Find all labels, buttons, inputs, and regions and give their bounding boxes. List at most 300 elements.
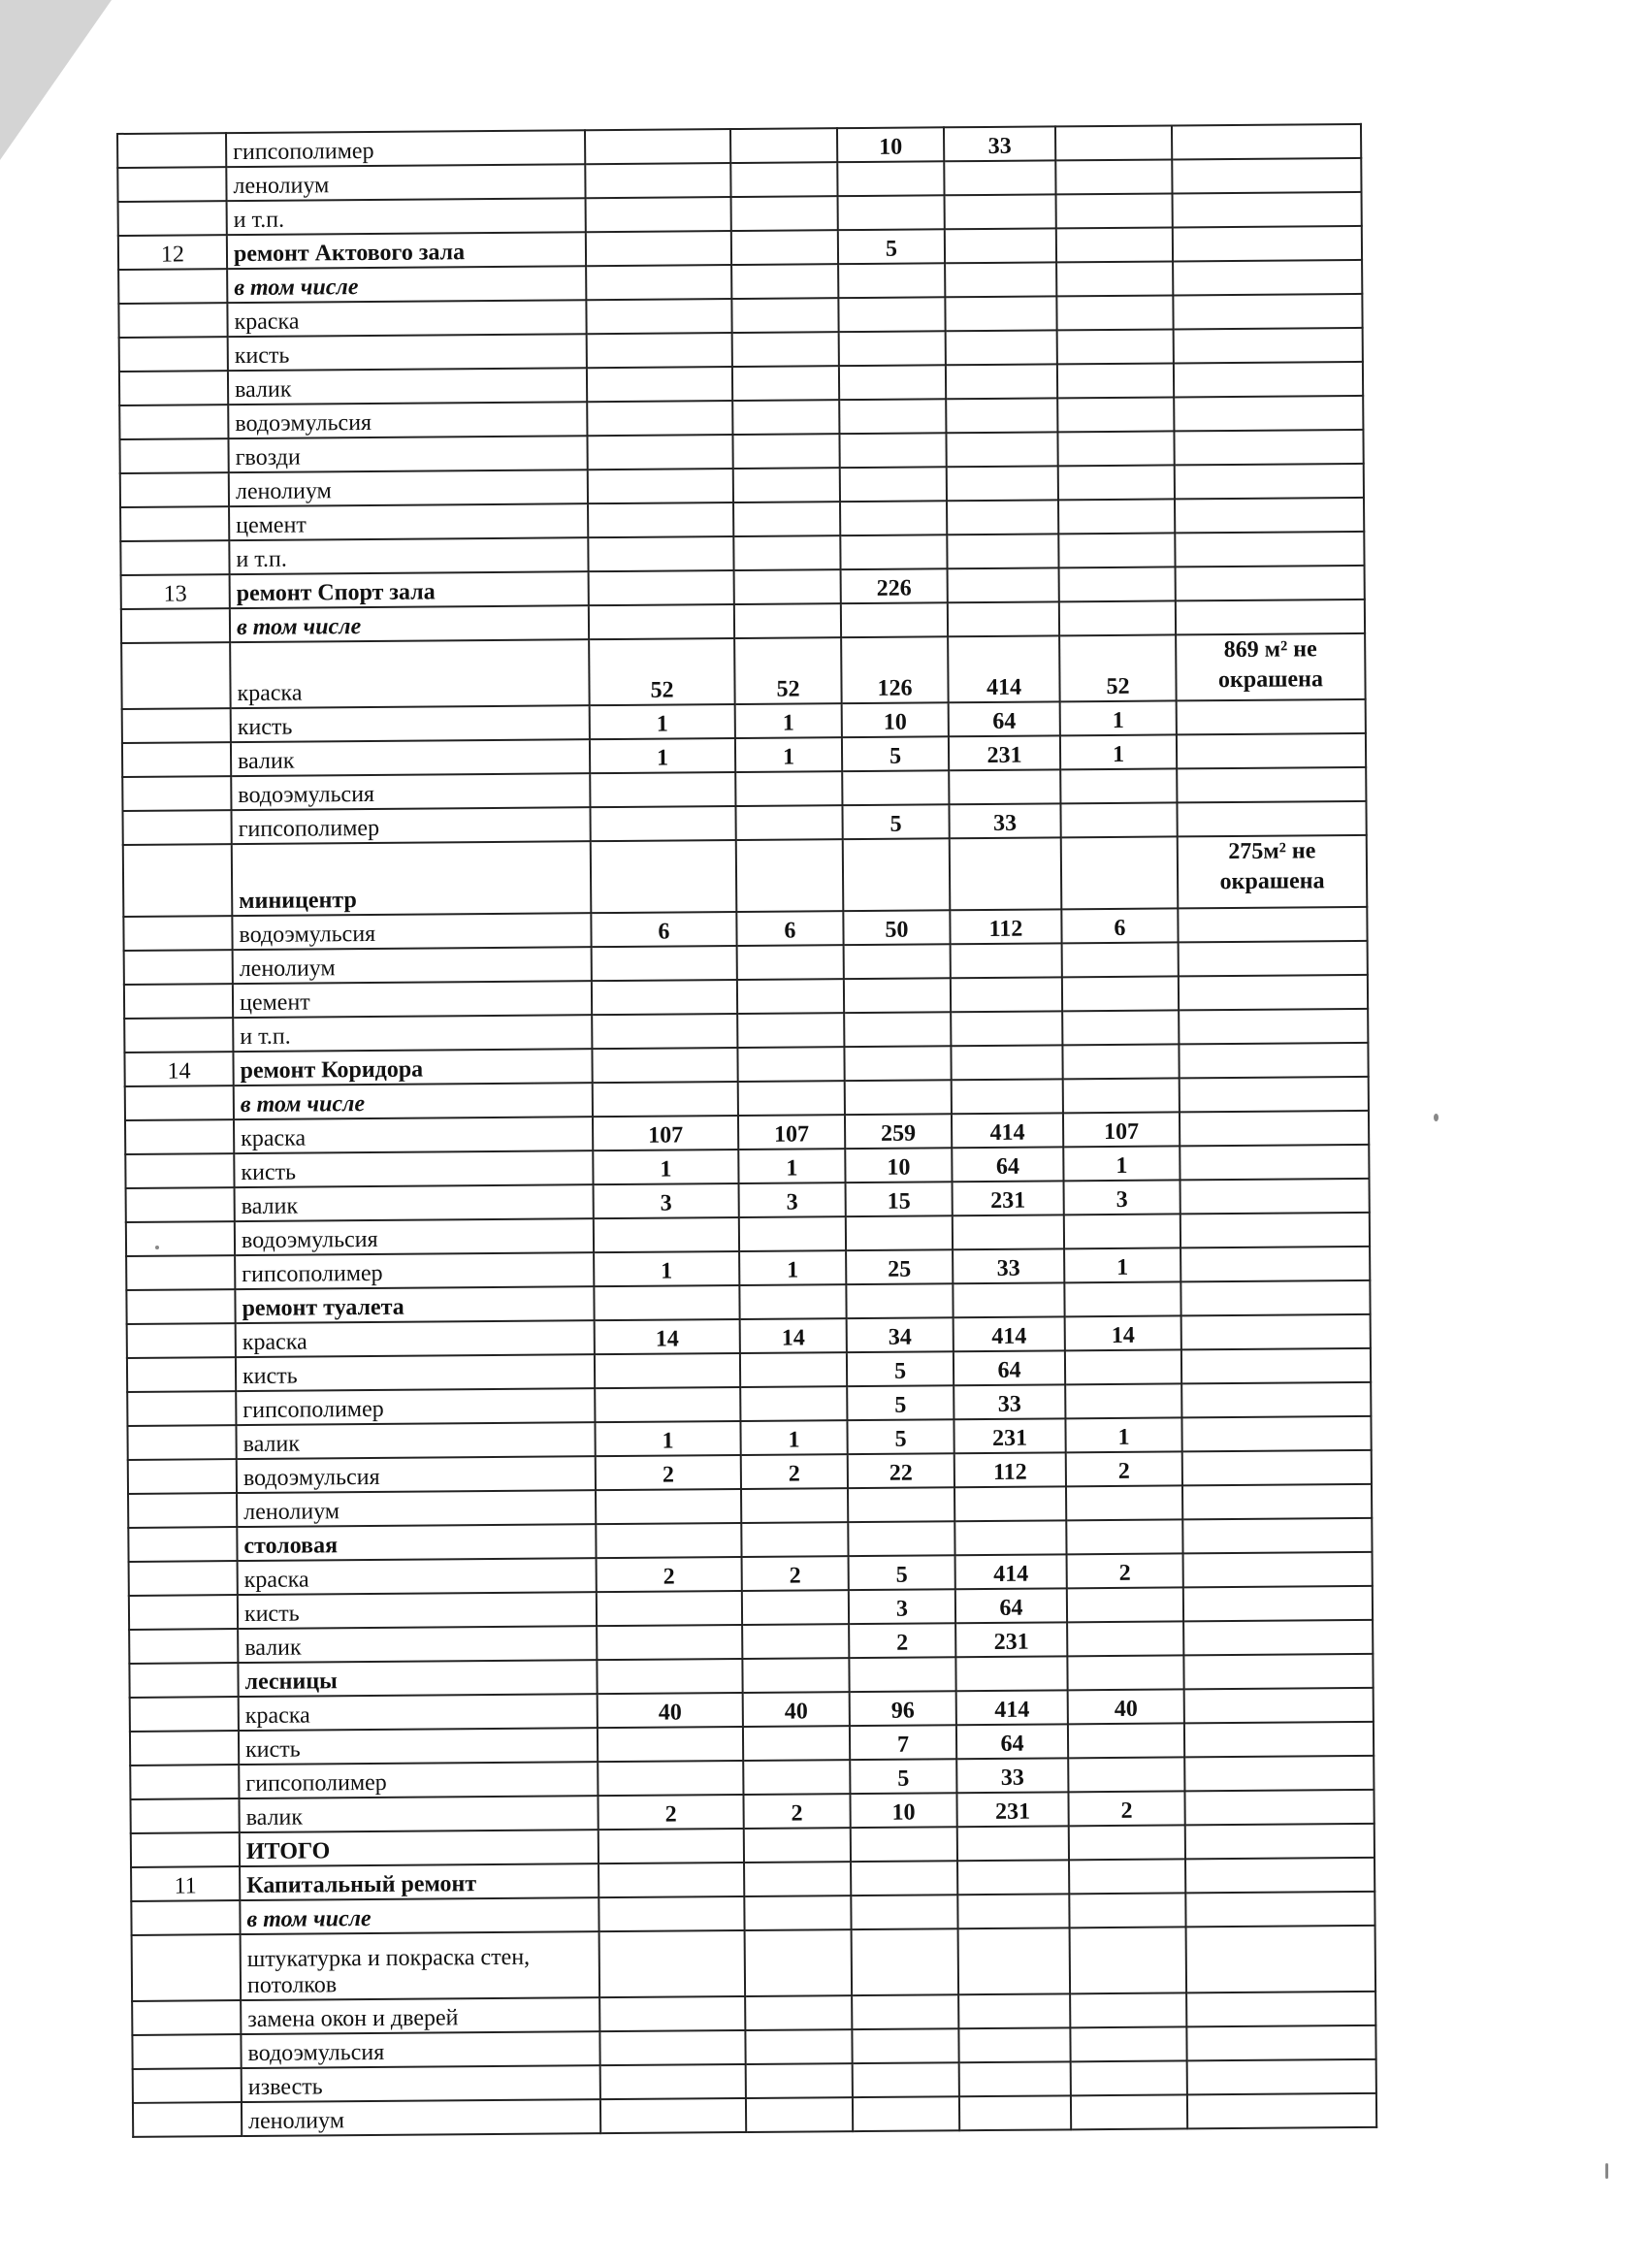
row-number (124, 950, 233, 985)
value-cell: 14 (1065, 1315, 1181, 1350)
value-cell (1067, 1655, 1183, 1690)
row-number (130, 1798, 239, 1833)
value-cell (598, 1863, 744, 1897)
note-cell (1175, 464, 1364, 500)
value-cell (1062, 976, 1179, 1011)
value-cell: 15 (846, 1182, 953, 1216)
row-number (117, 167, 226, 202)
value-cell (853, 2096, 959, 2131)
value-cell (955, 1656, 1067, 1691)
value-cell (839, 365, 946, 400)
value-cell (587, 401, 732, 436)
row-number (122, 742, 231, 777)
note-cell (1177, 699, 1366, 735)
value-cell: 231 (953, 1181, 1064, 1215)
value-cell: 107 (593, 1116, 738, 1150)
value-cell (848, 1521, 954, 1556)
item-name: замена окон и дверей (241, 1997, 599, 2034)
value-cell (600, 2098, 746, 2133)
row-number (127, 1391, 236, 1426)
row-number: 12 (118, 235, 227, 270)
value-cell (843, 838, 951, 911)
value-cell: 33 (949, 803, 1060, 838)
row-number (129, 1629, 238, 1664)
value-cell (1057, 363, 1174, 398)
value-cell (948, 567, 1059, 602)
value-cell: 34 (847, 1317, 954, 1352)
value-cell: 231 (956, 1792, 1068, 1827)
row-number (133, 2102, 242, 2137)
item-name: лесницы (238, 1660, 597, 1697)
row-number (123, 916, 232, 951)
value-cell (1056, 295, 1173, 330)
item-name: валик (235, 1184, 594, 1221)
row-number (126, 1255, 235, 1290)
item-name: в том числе (230, 605, 589, 642)
note-cell (1180, 1179, 1370, 1215)
value-cell (594, 1285, 739, 1320)
note-cell (1172, 158, 1361, 194)
value-cell (851, 1827, 957, 1862)
value-cell (599, 2030, 745, 2065)
table-row (132, 1926, 1375, 2001)
row-number (119, 438, 228, 473)
item-name: столовая (237, 1524, 596, 1561)
item-name: водоэмульсия (232, 913, 591, 950)
row-number (125, 1153, 234, 1188)
value-cell: 64 (949, 701, 1060, 736)
value-cell (1059, 600, 1176, 635)
value-cell (737, 979, 844, 1014)
value-cell: 5 (842, 736, 949, 771)
value-cell (734, 569, 841, 604)
item-name: штукатурка и покраска стен, потолков (241, 1931, 600, 2000)
value-cell: 64 (954, 1350, 1065, 1385)
value-cell (587, 435, 732, 470)
value-cell (594, 1217, 739, 1252)
value-cell (1057, 397, 1174, 432)
value-cell (732, 400, 839, 435)
value-cell (844, 978, 951, 1013)
value-cell (595, 1387, 740, 1422)
row-number (126, 1289, 235, 1324)
value-cell: 40 (1068, 1689, 1184, 1724)
value-cell: 52 (1059, 634, 1177, 701)
item-name: водоэмульсия (228, 402, 587, 438)
item-name: ленолиум (229, 470, 588, 506)
value-cell (1061, 836, 1179, 909)
value-cell (951, 977, 1062, 1012)
item-name: водоэмульсия (237, 1456, 596, 1493)
value-cell (1062, 1010, 1179, 1045)
row-number (129, 1561, 238, 1596)
item-name: краска (239, 1694, 598, 1731)
item-name: в том числе (234, 1083, 593, 1119)
value-cell (1056, 227, 1173, 262)
scan-speck (155, 1246, 159, 1249)
value-cell: 2 (596, 1455, 741, 1490)
value-cell (846, 1283, 953, 1318)
row-number (119, 405, 228, 439)
value-cell (1068, 1723, 1184, 1758)
value-cell: 1 (1064, 1247, 1180, 1282)
value-cell (732, 434, 839, 469)
value-cell (840, 535, 947, 569)
value-cell: 52 (734, 637, 842, 704)
item-name: цемент (229, 503, 588, 540)
item-name: гипсополимер (239, 1762, 598, 1798)
value-cell: 414 (956, 1690, 1068, 1725)
item-name: водоэмульсия (241, 2031, 599, 2068)
note-cell (1175, 532, 1364, 567)
value-cell (739, 1284, 846, 1319)
item-name: валик (238, 1626, 597, 1663)
note-cell (1177, 801, 1366, 837)
item-name: ремонт Актового зала (227, 232, 586, 269)
item-name: кисть (238, 1592, 597, 1629)
item-name: водоэмульсия (235, 1218, 594, 1255)
row-number (132, 2034, 241, 2069)
value-cell (1062, 1044, 1179, 1079)
value-cell (1070, 2026, 1186, 2061)
value-cell: 2 (1067, 1553, 1183, 1588)
value-cell (586, 299, 731, 334)
value-cell (945, 194, 1056, 229)
value-cell (586, 231, 731, 266)
value-cell (595, 1353, 740, 1388)
value-cell: 231 (949, 735, 1060, 770)
item-name: гипсополимер (226, 130, 585, 167)
value-cell: 10 (837, 127, 944, 162)
value-cell: 1 (1060, 700, 1177, 735)
value-cell: 2 (1068, 1791, 1184, 1826)
item-name: кисть (236, 1354, 595, 1391)
value-cell (743, 1726, 850, 1761)
note-cell (1184, 1722, 1374, 1758)
value-cell (1060, 768, 1177, 803)
note-cell (1174, 396, 1363, 432)
row-number (129, 1595, 238, 1630)
value-cell (951, 1045, 1062, 1080)
value-cell (599, 1930, 746, 1997)
value-cell: 2 (742, 1556, 849, 1591)
value-cell (849, 1657, 955, 1692)
item-name: Капитальный ремонт (240, 1863, 598, 1900)
value-cell (948, 601, 1059, 636)
value-cell (731, 230, 838, 265)
value-cell: 1 (735, 737, 842, 772)
item-name: и т.п. (227, 198, 586, 235)
note-cell (1187, 2093, 1376, 2129)
value-cell (592, 946, 737, 981)
value-cell (732, 366, 839, 401)
value-cell (1059, 567, 1176, 601)
value-cell (947, 534, 1058, 568)
note-cell (1183, 1586, 1373, 1622)
value-cell (731, 264, 838, 299)
item-name: ремонт Спорт зала (230, 571, 589, 608)
note-cell (1173, 192, 1362, 228)
value-cell (945, 228, 1056, 263)
value-cell (946, 398, 1057, 433)
item-name: краска (236, 1320, 595, 1357)
value-cell: 226 (841, 568, 948, 603)
value-cell: 7 (850, 1725, 956, 1760)
row-number: 14 (124, 1052, 233, 1086)
value-cell: 3 (849, 1589, 955, 1624)
value-cell (1066, 1485, 1182, 1520)
row-number (125, 1119, 234, 1154)
value-cell: 10 (850, 1793, 956, 1828)
value-cell (957, 1894, 1069, 1928)
row-number (131, 1832, 240, 1867)
note-cell (1174, 328, 1363, 364)
row-number (118, 269, 227, 304)
value-cell (733, 535, 840, 570)
value-cell (959, 2061, 1071, 2096)
value-cell (1069, 1859, 1185, 1894)
value-cell (1056, 261, 1173, 296)
row-number (124, 1018, 233, 1053)
item-name: ИТОГО (240, 1830, 598, 1866)
value-cell (593, 1082, 738, 1117)
row-number (120, 506, 229, 541)
value-cell (840, 467, 947, 502)
value-cell (733, 468, 840, 502)
value-cell: 1 (594, 1251, 739, 1286)
value-cell (588, 536, 733, 571)
value-cell (1058, 465, 1175, 500)
value-cell (950, 837, 1062, 910)
value-cell (1058, 533, 1175, 567)
item-name: ленолиум (226, 164, 585, 201)
value-cell (589, 604, 734, 639)
value-cell: 52 (589, 638, 735, 705)
value-cell: 107 (738, 1115, 845, 1150)
value-cell (852, 1994, 958, 2029)
value-cell (838, 297, 945, 332)
item-name: цемент (233, 981, 592, 1018)
value-cell (597, 1591, 742, 1626)
item-name: ленолиум (242, 2099, 600, 2136)
value-cell (1064, 1214, 1180, 1248)
value-cell (592, 1048, 737, 1083)
value-cell (585, 163, 730, 198)
item-name: кисть (234, 1150, 593, 1187)
value-cell: 10 (845, 1148, 952, 1183)
scan-speck (1605, 2163, 1608, 2179)
note-cell (1183, 1654, 1373, 1690)
note-cell (1185, 1892, 1374, 1928)
item-name: валик (228, 368, 587, 405)
value-cell (598, 1896, 744, 1931)
materials-table (116, 123, 1377, 2138)
value-cell (598, 1829, 744, 1863)
value-cell (840, 501, 947, 535)
value-cell (743, 1760, 850, 1795)
value-cell (841, 602, 948, 637)
row-number (130, 1697, 239, 1732)
item-name: кисть (239, 1728, 598, 1765)
value-cell (742, 1590, 849, 1625)
note-cell (1179, 1009, 1368, 1045)
scan-speck (1434, 1114, 1439, 1121)
item-name: миницентр (232, 841, 592, 916)
value-cell (598, 1727, 743, 1762)
note-cell: 869 м² не окрашена (1176, 633, 1366, 701)
row-number (118, 303, 227, 338)
value-cell (945, 296, 1056, 331)
row-number (127, 1425, 236, 1460)
value-cell (839, 399, 946, 434)
folded-page-corner (0, 0, 112, 160)
value-cell: 231 (955, 1622, 1067, 1657)
value-cell (737, 1013, 844, 1048)
value-cell (740, 1386, 847, 1421)
value-cell (744, 1862, 851, 1896)
row-number (125, 1085, 234, 1120)
value-cell (845, 1080, 952, 1115)
value-cell (730, 128, 837, 163)
value-cell (953, 1282, 1064, 1317)
note-cell (1175, 498, 1364, 534)
item-name: кисть (231, 705, 590, 742)
value-cell (1060, 802, 1177, 837)
row-number (132, 1934, 242, 2001)
value-cell: 64 (956, 1724, 1068, 1759)
item-name: валик (236, 1422, 595, 1459)
value-cell: 5 (847, 1385, 954, 1420)
value-cell: 3 (1064, 1180, 1180, 1215)
value-cell (598, 1761, 743, 1796)
value-cell: 2 (743, 1794, 850, 1829)
note-cell (1173, 226, 1362, 262)
value-cell: 1 (1060, 734, 1177, 769)
item-name: в том числе (227, 266, 586, 303)
value-cell (951, 943, 1062, 978)
note-cell (1178, 907, 1367, 943)
value-cell (837, 161, 944, 196)
table-body (117, 124, 1376, 2137)
value-cell (740, 1352, 847, 1387)
value-cell (946, 330, 1057, 365)
value-cell: 3 (739, 1183, 846, 1217)
row-number (122, 810, 231, 845)
value-cell (846, 1215, 953, 1250)
item-name: валик (239, 1796, 598, 1832)
value-cell (731, 298, 838, 333)
note-cell (1180, 1145, 1369, 1181)
value-cell (744, 1828, 851, 1863)
value-cell (745, 1929, 853, 1996)
row-number (132, 2000, 241, 2035)
value-cell (734, 603, 841, 638)
value-cell: 112 (954, 1452, 1066, 1487)
value-cell (733, 502, 840, 536)
value-cell (735, 805, 842, 840)
value-cell: 1 (740, 1420, 847, 1455)
value-cell: 50 (843, 910, 950, 945)
note-cell (1182, 1518, 1372, 1554)
value-cell (1071, 2060, 1187, 2095)
row-number (122, 708, 231, 743)
value-cell (746, 2063, 853, 2098)
row-number (120, 540, 229, 575)
value-cell (839, 433, 946, 468)
item-name: валик (231, 739, 590, 776)
value-cell: 414 (955, 1554, 1067, 1589)
value-cell (954, 1486, 1066, 1521)
value-cell (596, 1489, 741, 1524)
value-cell (944, 160, 1055, 195)
note-cell (1184, 1688, 1374, 1724)
note-cell (1186, 2025, 1375, 2061)
value-cell (842, 770, 949, 805)
row-number (127, 1323, 236, 1358)
value-cell (588, 502, 733, 537)
value-cell: 25 (846, 1249, 953, 1284)
note-cell (1173, 294, 1362, 330)
note-cell (1180, 1077, 1369, 1113)
value-cell (596, 1523, 741, 1558)
value-cell: 5 (850, 1759, 956, 1794)
value-cell (587, 367, 732, 402)
value-cell (741, 1522, 848, 1557)
value-cell: 414 (948, 635, 1060, 702)
value-cell (851, 1895, 957, 1929)
note-cell (1185, 1824, 1374, 1860)
value-cell (947, 500, 1058, 535)
row-number (120, 472, 229, 507)
note-cell (1176, 599, 1365, 635)
value-cell (959, 2095, 1071, 2130)
note-cell (1182, 1450, 1372, 1486)
value-cell (946, 364, 1057, 399)
value-cell: 2 (849, 1623, 955, 1658)
note-cell (1179, 941, 1368, 977)
value-cell: 64 (955, 1588, 1067, 1623)
note-cell (1187, 2059, 1376, 2095)
row-number (128, 1459, 237, 1494)
row-number (129, 1663, 238, 1698)
value-cell (1066, 1519, 1182, 1554)
value-cell (1070, 1993, 1186, 2027)
value-cell (953, 1215, 1064, 1249)
value-cell (848, 1487, 954, 1522)
row-number (133, 2068, 242, 2103)
value-cell: 231 (954, 1418, 1065, 1453)
row-number (119, 337, 228, 372)
row-number (123, 844, 233, 917)
value-cell: 2 (1066, 1451, 1182, 1486)
value-cell (1069, 1825, 1185, 1860)
item-name: краска (238, 1558, 597, 1595)
item-name: ленолиум (237, 1490, 596, 1527)
note-cell (1180, 1280, 1370, 1316)
item-name: известь (242, 2065, 600, 2102)
value-cell (844, 1012, 951, 1047)
row-number (126, 1187, 235, 1222)
value-cell (946, 432, 1057, 467)
value-cell (853, 2062, 959, 2097)
item-name: ремонт туалета (235, 1286, 594, 1323)
value-cell (1071, 2094, 1187, 2129)
table-row (123, 835, 1368, 917)
value-cell (744, 1895, 851, 1930)
item-name: и т.п. (229, 537, 588, 574)
row-number (130, 1731, 239, 1766)
value-cell (742, 1624, 849, 1659)
